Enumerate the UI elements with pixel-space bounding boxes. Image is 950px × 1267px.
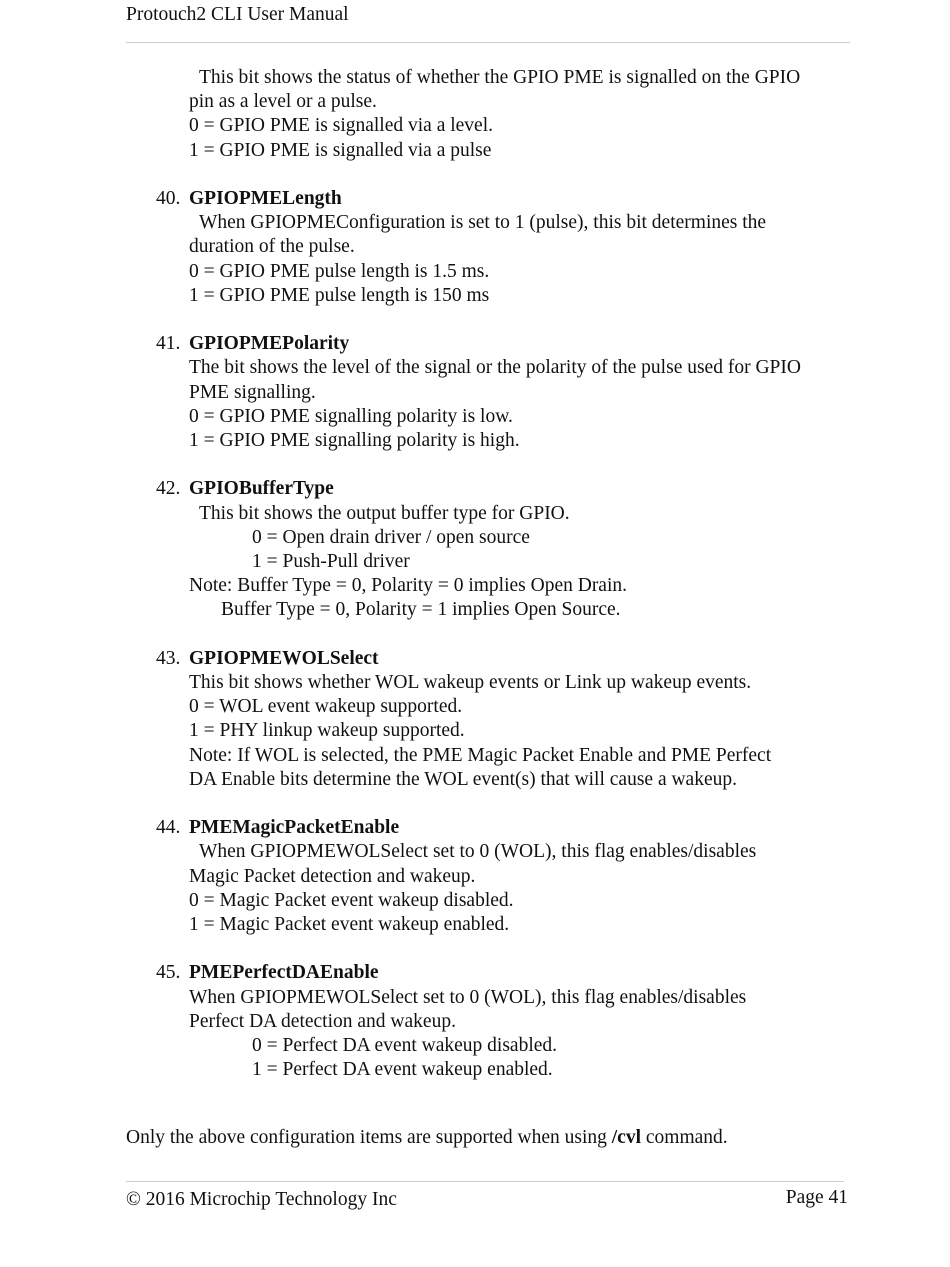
entry-gpiopmelength bbox=[156, 187, 859, 308]
document-body bbox=[156, 66, 859, 1082]
cvl-command: /cvl bbox=[611, 1127, 642, 1148]
entry-line: PME signalling. bbox=[189, 381, 316, 403]
entry-line: 1 = GPIO PME pulse length is 150 ms bbox=[189, 284, 490, 306]
entry-number: 40. bbox=[156, 188, 181, 209]
entry-number: 42. bbox=[156, 478, 181, 500]
entry-note: Note: If WOL is selected, the PME Magic Packet Enable and PME Perfect bbox=[189, 744, 772, 766]
entry-line: 0 = Perfect DA event wakeup disabled. bbox=[252, 1035, 558, 1057]
entry-note: Buffer Type = 0, Polarity = 1 implies Open Source. bbox=[221, 599, 621, 621]
entry-gpiobuffertype bbox=[156, 477, 859, 622]
closing-text-end: command. bbox=[641, 1127, 728, 1148]
entry-number: 45. bbox=[156, 962, 181, 984]
entry-line: Magic Packet detection and wakeup. bbox=[189, 865, 476, 887]
intro-paragraph bbox=[189, 66, 859, 163]
entry-number: 41. bbox=[156, 333, 181, 355]
entry-line: When GPIOPMEConfiguration is set to 1 (pulse), this bit determines the bbox=[199, 212, 767, 234]
entry-title: PMEPerfectDAEnable bbox=[189, 962, 379, 984]
entry-note: DA Enable bits determine the WOL event(s) that will cause a wakeup. bbox=[189, 768, 737, 790]
intro-line: pin as a level or a pulse. bbox=[189, 91, 377, 113]
entry-line: This bit shows whether WOL wakeup events or Link up wakeup events. bbox=[189, 672, 752, 694]
entry-pmemagicpacketenable bbox=[156, 816, 859, 937]
entry-line: 1 = Magic Packet event wakeup enabled. bbox=[189, 914, 510, 936]
entry-line: 0 = Magic Packet event wakeup disabled. bbox=[189, 889, 514, 911]
entry-line: 1 = PHY linkup wakeup supported. bbox=[189, 720, 465, 742]
copyright-text: © 2016 Microchip Technology Inc bbox=[126, 1189, 397, 1210]
intro-line: 0 = GPIO PME is signalled via a level. bbox=[189, 115, 494, 137]
entry-gpiopmewolselect bbox=[156, 647, 859, 792]
closing-text: Only the above configuration items are supported when using bbox=[126, 1127, 612, 1148]
closing-note bbox=[126, 1126, 728, 1150]
entry-title: GPIOBufferType bbox=[189, 478, 334, 500]
entry-line: 1 = GPIO PME signalling polarity is high. bbox=[189, 430, 520, 452]
entry-title: GPIOPMEPolarity bbox=[189, 333, 350, 355]
entry-line: 0 = WOL event wakeup supported. bbox=[189, 696, 463, 718]
entry-line: 0 = GPIO PME pulse length is 1.5 ms. bbox=[189, 260, 490, 282]
entry-title: GPIOPMELength bbox=[189, 188, 342, 209]
intro-line: This bit shows the status of whether the GPIO PME is signalled on the GPIO bbox=[199, 67, 801, 88]
entry-pmeperfectdaenable bbox=[156, 961, 859, 1082]
entry-line: When GPIOPMEWOLSelect set to 0 (WOL), this flag enables/disables bbox=[199, 841, 757, 863]
entry-line: The bit shows the level of the signal or the polarity of the pulse used for GPIO bbox=[189, 357, 801, 379]
entry-number: 43. bbox=[156, 647, 181, 669]
entry-gpiopmepolarity bbox=[156, 332, 859, 453]
entry-title: GPIOPMEWOLSelect bbox=[189, 647, 379, 669]
entry-line: When GPIOPMEWOLSelect set to 0 (WOL), this flag enables/disables bbox=[189, 986, 747, 1008]
entry-line: 1 = Perfect DA event wakeup enabled. bbox=[252, 1059, 553, 1081]
entry-line: Perfect DA detection and wakeup. bbox=[189, 1010, 456, 1032]
header-title: Protouch2 CLI User Manual bbox=[126, 4, 349, 25]
page-number: Page 41 bbox=[785, 1187, 848, 1208]
entry-line: duration of the pulse. bbox=[189, 236, 355, 258]
intro-line: 1 = GPIO PME is signalled via a pulse bbox=[189, 139, 492, 161]
entry-line: This bit shows the output buffer type for GPIO. bbox=[199, 502, 570, 524]
header-divider bbox=[126, 42, 850, 43]
entry-line: 1 = Push-Pull driver bbox=[252, 551, 410, 573]
entry-note: Note: Buffer Type = 0, Polarity = 0 implies Open Drain. bbox=[189, 575, 628, 597]
entry-line: 0 = GPIO PME signalling polarity is low. bbox=[189, 405, 513, 427]
footer-divider bbox=[126, 1181, 844, 1182]
entry-title: PMEMagicPacketEnable bbox=[189, 817, 400, 839]
entry-line: 0 = Open drain driver / open source bbox=[252, 526, 530, 548]
entry-number: 44. bbox=[156, 817, 181, 839]
